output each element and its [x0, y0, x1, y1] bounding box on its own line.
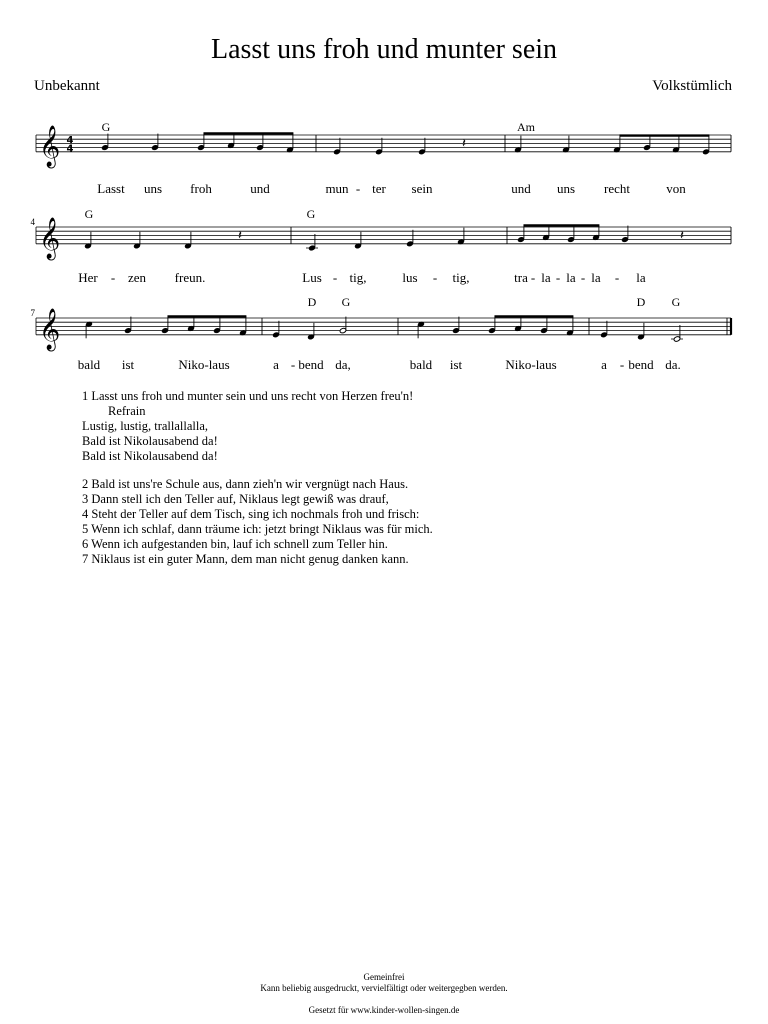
lyric-syllable: ist: [121, 357, 135, 372]
verse-line: 4 Steht der Teller auf dem Tisch, sing ich nochmals froh und frisch:: [82, 507, 420, 521]
lyric-syllable: a: [601, 357, 607, 372]
chord-symbol: G: [306, 207, 316, 221]
lyric-syllable: -: [555, 270, 561, 285]
lyric-syllable: a: [273, 357, 279, 372]
lyric-syllable: da,: [335, 357, 351, 372]
lyric-syllable: da.: [665, 357, 681, 372]
lyric-syllable: bend: [628, 357, 654, 372]
lyric-syllable: -: [580, 270, 586, 285]
lyric-syllable: sein: [411, 181, 433, 196]
measure-number: 4: [30, 217, 35, 227]
lyric-syllable: ist: [449, 357, 463, 372]
verse-line: 7 Niklaus ist ein guter Mann, dem man nicht genug danken kann.: [82, 552, 409, 566]
footer-note: Kann beliebig ausgedruckt, vervielfältigt oder weitergegben werden.: [260, 983, 508, 993]
lyric-syllable: und: [511, 181, 531, 196]
lyric-syllable: -: [355, 181, 361, 196]
lyric-syllable: -: [332, 270, 338, 285]
quarter-rest-icon: 𝄽: [462, 136, 466, 152]
lyric-syllable: Her: [78, 270, 98, 285]
lyric-syllable: la: [636, 270, 646, 285]
verse-line: 3 Dann stell ich den Teller auf, Niklaus legt gewiß was drauf,: [82, 492, 389, 506]
lyric-syllable: la: [541, 270, 551, 285]
quarter-rest-icon: 𝄽: [680, 228, 684, 244]
verse-line: Bald ist Nikolausabend da!: [82, 449, 218, 463]
lyric-syllable: und: [250, 181, 270, 196]
page-title: Lasst uns froh und munter sein: [210, 34, 558, 65]
lyric-syllable: mun: [325, 181, 349, 196]
lyricist: Unbekannt: [34, 78, 100, 94]
music-score: [0, 0, 768, 380]
verse-gap: [82, 464, 433, 477]
treble-clef-icon: 𝄞: [39, 125, 61, 167]
quarter-rest-icon: 𝄽: [238, 228, 242, 244]
lyric-syllable: uns: [556, 181, 576, 196]
lyric-syllable: bald: [409, 357, 433, 372]
composer: Volkstümlich: [652, 78, 732, 94]
verse-line: Bald ist Nikolausabend da!: [82, 434, 218, 448]
lyric-syllable: bald: [77, 357, 101, 372]
chord-symbol: Am: [517, 120, 535, 134]
verses-text: [82, 389, 433, 567]
verse-line: 2 Bald ist uns're Schule aus, dann zieh'n wir vergnügt nach Haus.: [82, 477, 409, 491]
lyric-syllable: lus: [402, 270, 418, 285]
time-signature-numerator: 4: [66, 135, 74, 147]
time-signature-denominator: 4: [66, 143, 74, 155]
footer: [0, 972, 768, 1016]
lyric-syllable: freun.: [174, 270, 206, 285]
footer-credit: Gesetzt für www.kinder-wollen-singen.de: [308, 1005, 460, 1015]
lyric-syllable: recht: [604, 181, 630, 196]
verse-line: 1 Lasst uns froh und munter sein und uns recht von Herzen freu'n!: [82, 389, 414, 403]
lyric-syllable: Lasst: [97, 181, 125, 196]
lyric-syllable: -: [530, 270, 536, 285]
lyric-syllable: von: [666, 181, 686, 196]
chord-symbol: D: [636, 295, 646, 309]
lyric-syllable: -: [290, 357, 296, 372]
chord-symbol: G: [101, 120, 111, 134]
chord-symbol: G: [671, 295, 681, 309]
lyric-syllable: ter: [372, 181, 386, 196]
lyric-syllable: Niko-laus: [178, 357, 230, 372]
verse-line: 6 Wenn ich aufgestanden bin, lauf ich schnell zum Teller hin.: [82, 537, 388, 551]
lyric-syllable: uns: [143, 181, 163, 196]
lyric-syllable: -: [110, 270, 116, 285]
lyric-syllable: tra: [514, 270, 528, 285]
lyric-syllable: bend: [298, 357, 324, 372]
measure-number: 7: [30, 308, 35, 318]
footer-license: Gemeinfrei: [363, 972, 405, 982]
lyric-syllable: -: [619, 357, 625, 372]
verse-line: 5 Wenn ich schlaf, dann träume ich: jetzt bringt Niklaus was für mich.: [82, 522, 433, 536]
chord-symbol: D: [307, 295, 317, 309]
chord-symbol: G: [341, 295, 351, 309]
lyric-syllable: tig,: [452, 270, 470, 285]
lyric-syllable: la: [591, 270, 601, 285]
lyric-syllable: -: [432, 270, 438, 285]
lyric-syllable: Niko-laus: [505, 357, 557, 372]
lyric-syllable: zen: [127, 270, 147, 285]
treble-clef-icon: 𝄞: [39, 308, 61, 350]
lyric-syllable: froh: [190, 181, 212, 196]
lyric-syllable: Lus: [302, 270, 322, 285]
chord-symbol: G: [84, 207, 94, 221]
lyric-syllable: tig,: [349, 270, 367, 285]
lyric-syllable: la: [566, 270, 576, 285]
treble-clef-icon: 𝄞: [39, 217, 61, 259]
lyric-syllable: -: [614, 270, 620, 285]
refrain-label: Refrain: [108, 404, 146, 418]
verse-line: Lustig, lustig, trallallalla,: [82, 419, 209, 433]
